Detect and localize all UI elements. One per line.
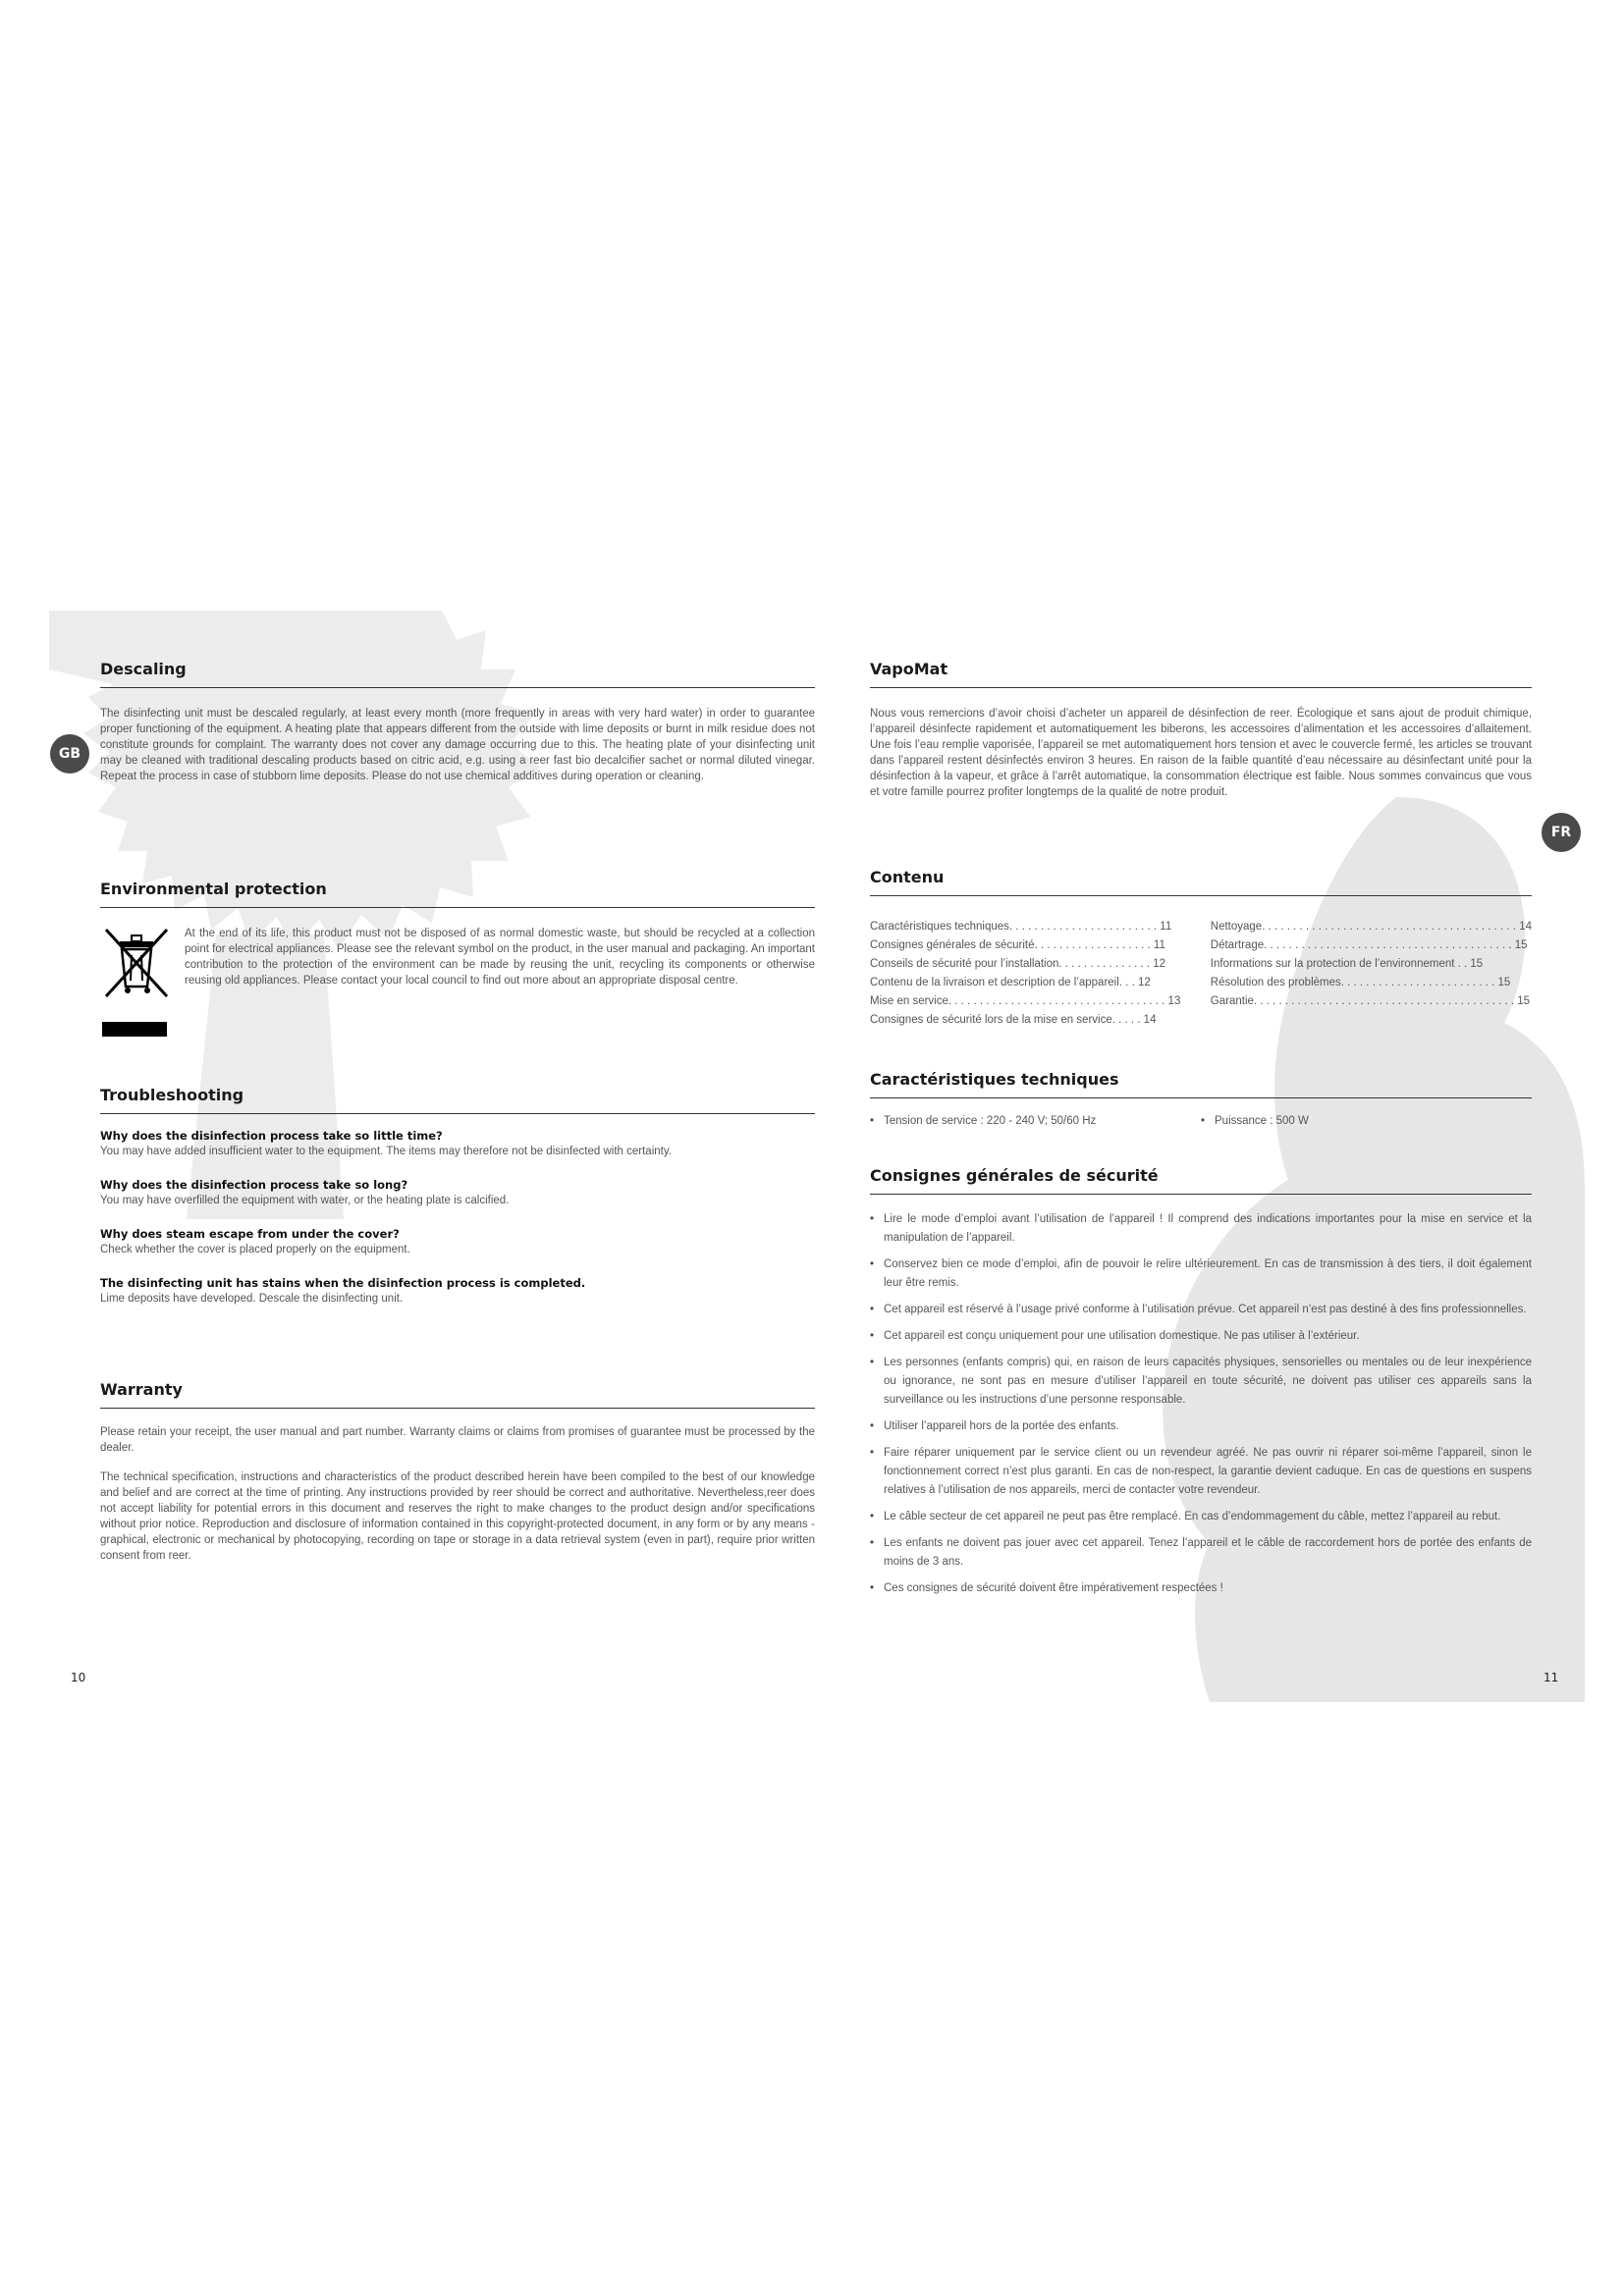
table-of-contents	[870, 918, 1532, 1030]
list-item: • Faire réparer uniquement par le service client ou un revendeur agréé. Ne pas ouvrir ni réparer soi-même l’appareil, sinon le fonctionnement correct n’est plus garanti. En cas de non-respect, la garantie devient caduque. En cas de questions en suspens relatives à l’utilisation de nos appareils, merci de contacter votre revendeur.	[870, 1444, 1532, 1500]
faq-question: Why does the disinfection process take so long?	[100, 1178, 408, 1192]
toc-entry: Garantie. . . . . . . . . . . . . . . . . . . . . . . . . . . . . . . . . . . . . . . . . . 15	[1210, 995, 1531, 1007]
faq-answer: You may have overfilled the equipment with water, or the heating plate is calcified.	[100, 1195, 510, 1206]
list-item: • Les enfants ne doivent pas jouer avec cet appareil. Tenez l’appareil et le câble de raccordement hors de portée des enfants de moins de 3 ans.	[870, 1534, 1532, 1572]
section-consignes-securite	[870, 1166, 1532, 1606]
faq-question: Why does steam escape from under the cover?	[100, 1227, 400, 1241]
language-badge-gb: GB	[50, 734, 89, 774]
spec-list	[870, 1112, 1532, 1131]
section-caracteristiques-techniques	[870, 1070, 1532, 1131]
list-item: • Cet appareil est conçu uniquement pour une utilisation domestique. Ne pas utiliser à l’extérieur.	[870, 1327, 1532, 1346]
page-number: 10	[71, 1671, 86, 1684]
faq-question: Why does the disinfection process take so little time?	[100, 1129, 443, 1143]
manual-spread	[49, 611, 1585, 1702]
toc-entry: Consignes générales de sécurité. . . . . . . . . . . . . . . . . . . 11	[870, 939, 1165, 951]
toc-entry: Informations sur la protection de l’environnement . . 15	[1210, 958, 1484, 970]
faq-item	[100, 1226, 815, 1257]
list-item: • Lire le mode d’emploi avant l’utilisation de l’appareil ! Il comprend des indications importantes pour la mise en service et la manipulation de l’appareil.	[870, 1210, 1532, 1248]
faq-question: The disinfecting unit has stains when the disinfection process is completed.	[100, 1276, 586, 1290]
section-contenu	[870, 868, 1532, 1030]
descaling-heading: Descaling	[100, 660, 815, 688]
vapomat-heading: VapoMat	[870, 660, 1532, 688]
section-descaling	[100, 660, 815, 784]
list-item: • Ces consignes de sécurité doivent être impérativement respectées !	[870, 1579, 1532, 1598]
page-right	[817, 611, 1585, 1702]
toc-entry: Résolution des problèmes. . . . . . . . . . . . . . . . . . . . . . . . . 15	[1210, 977, 1511, 988]
warranty-text-1: Please retain your receipt, the user manual and part number. Warranty claims or claims from promises of guarantee must be processed by the dealer.	[100, 1426, 815, 1454]
list-item: • Le câble secteur de cet appareil ne peut pas être remplacé. En cas d’endommagement du câble, mettez l’appareil au rebut.	[870, 1508, 1532, 1526]
toc-entry: Consignes de sécurité lors de la mise en service. . . . . 14	[870, 1014, 1157, 1026]
section-vapomat	[870, 660, 1532, 800]
environment-text: At the end of its life, this product must not be disposed of as normal domestic waste, but should be recycled at a collection point for electrical appliances. Please see the relevant symbol on the product, in the user manual and packaging. An important contribution to the protection of the environment can be made by reusing the unit, recycling its components or otherwise reusing old appliances. Please contact your local council to find out more about an appropriate disposal centre.	[185, 928, 815, 987]
list-item: • Utiliser l’appareil hors de la portée des enfants.	[870, 1417, 1532, 1436]
section-warranty	[100, 1380, 815, 1564]
safety-list	[870, 1210, 1532, 1598]
list-item: • Cet appareil est réservé à l’usage privé conforme à l’utilisation prévue. Cet appareil n’est pas destiné à des fins professionnelles.	[870, 1301, 1532, 1319]
faq-item	[100, 1128, 815, 1159]
toc-entry: Contenu de la livraison et description de l’appareil. . . 12	[870, 977, 1151, 988]
section-troubleshooting	[100, 1086, 815, 1324]
toc-column-2	[1211, 918, 1532, 1030]
toc-column-1	[870, 918, 1191, 1030]
faq-answer: You may have added insufficient water to the equipment. The items may therefore not be disinfected with certainty.	[100, 1146, 672, 1157]
crossed-bin-icon	[100, 926, 173, 1014]
descaling-text: The disinfecting unit must be descaled regularly, at least every month (more frequently in areas with very hard water) in order to guarantee proper functioning of the equipment. A heating plate that appears different from the outside with lime deposits or burnt in milk residue does not constitute grounds for complaint. The warranty does not cover any damage occurring due to this. The heating plate of your disinfecting unit may be cleaned with traditional descaling products based on citric acid, e.g. using a reer fast bio decalcifier sachet or normal diluted vinegar. Repeat the process in case of stubborn lime deposits. Please do not use chemical additives during operation or cleaning.	[100, 708, 815, 782]
toc-entry: Mise en service. . . . . . . . . . . . . . . . . . . . . . . . . . . . . . . . . . . 13	[870, 995, 1181, 1007]
warranty-text-2: The technical specification, instructions and characteristics of the product described herein have been compiled to the best of our knowledge and belief and are correct at the time of printing. Any instructions provided by reer should be correct and authoritative. Nevertheless,reer does not accept liability for potential errors in this document and reserves the right to make changes to the product design and/or specifications without prior notice. Reproduction and disclosure of information contained in this copyright-protected document, in any form or by any means - graphical, electronic or mechanical by photocopying, recording on tape or storage in a data retrieval system (even in part), require prior written consent from reer.	[100, 1471, 815, 1562]
faq-answer: Check whether the cover is placed properly on the equipment.	[100, 1244, 410, 1255]
environment-heading: Environmental protection	[100, 880, 815, 908]
consignes-heading: Consignes générales de sécurité	[870, 1166, 1532, 1195]
page-number: 11	[1543, 1671, 1559, 1684]
faq-answer: Lime deposits have developed. Descale the disinfecting unit.	[100, 1293, 404, 1305]
vapomat-intro-text: Nous vous remercions d’avoir choisi d’acheter un appareil de désinfection de reer. Écologique et sans ajout de produit chimique, l’appareil désinfecte rapidement et automatiquement les biberons, les accessoires d’alimentation et les accessoires d’allaitement. Une fois l’eau remplie vaporisée, l’appareil se met automatiquement hors tension et avec le couvercle fermé, les articles se trouvant dans l’appareil restent désinfectés environ 3 heures. En raison de la faible quantité d’eau nécessaire au désinfectant unité pour la désinfection à la vapeur, et grâce à l’arrêt automatique, la consommation électrique est faible. Nous sommes convaincus que vous et votre famille pourrez profiter longtemps de la qualité de notre produit.	[870, 708, 1532, 798]
toc-entry: Nettoyage. . . . . . . . . . . . . . . . . . . . . . . . . . . . . . . . . . . . . . . . . 14	[1210, 921, 1532, 933]
warranty-heading: Warranty	[100, 1380, 815, 1409]
contenu-heading: Contenu	[870, 868, 1532, 896]
spec-voltage: • Tension de service : 220 - 240 V; 50/60 Hz	[870, 1112, 1201, 1131]
caracteristiques-heading: Caractéristiques techniques	[870, 1070, 1532, 1098]
toc-entry: Caractéristiques techniques. . . . . . . . . . . . . . . . . . . . . . . . 11	[870, 921, 1172, 933]
list-item: • Les personnes (enfants compris) qui, en raison de leurs capacités physiques, sensorielles ou mentales ou de leur inexpérience ou ignorance, ne sont pas en mesure d’utiliser l’appareil en toute sécurité, ne doivent pas utiliser ces appareils sans la surveillance ou les instructions d’une personne responsable.	[870, 1354, 1532, 1410]
list-item: • Conservez bien ce mode d’emploi, afin de pouvoir le relire ultérieurement. En cas de transmission à des tiers, il doit également leur être remis.	[870, 1255, 1532, 1293]
section-environmental-protection	[100, 880, 815, 988]
spec-power: • Puissance : 500 W	[1201, 1112, 1532, 1131]
faq-item	[100, 1177, 815, 1208]
weee-black-bar	[102, 1022, 167, 1037]
page-left	[49, 611, 817, 1702]
toc-entry: Conseils de sécurité pour l’installation. . . . . . . . . . . . . . . 12	[870, 958, 1166, 970]
language-badge-fr: FR	[1542, 813, 1581, 852]
troubleshooting-heading: Troubleshooting	[100, 1086, 815, 1114]
toc-entry: Détartrage. . . . . . . . . . . . . . . . . . . . . . . . . . . . . . . . . . . . . . . . 15	[1210, 939, 1528, 951]
faq-item	[100, 1275, 815, 1307]
